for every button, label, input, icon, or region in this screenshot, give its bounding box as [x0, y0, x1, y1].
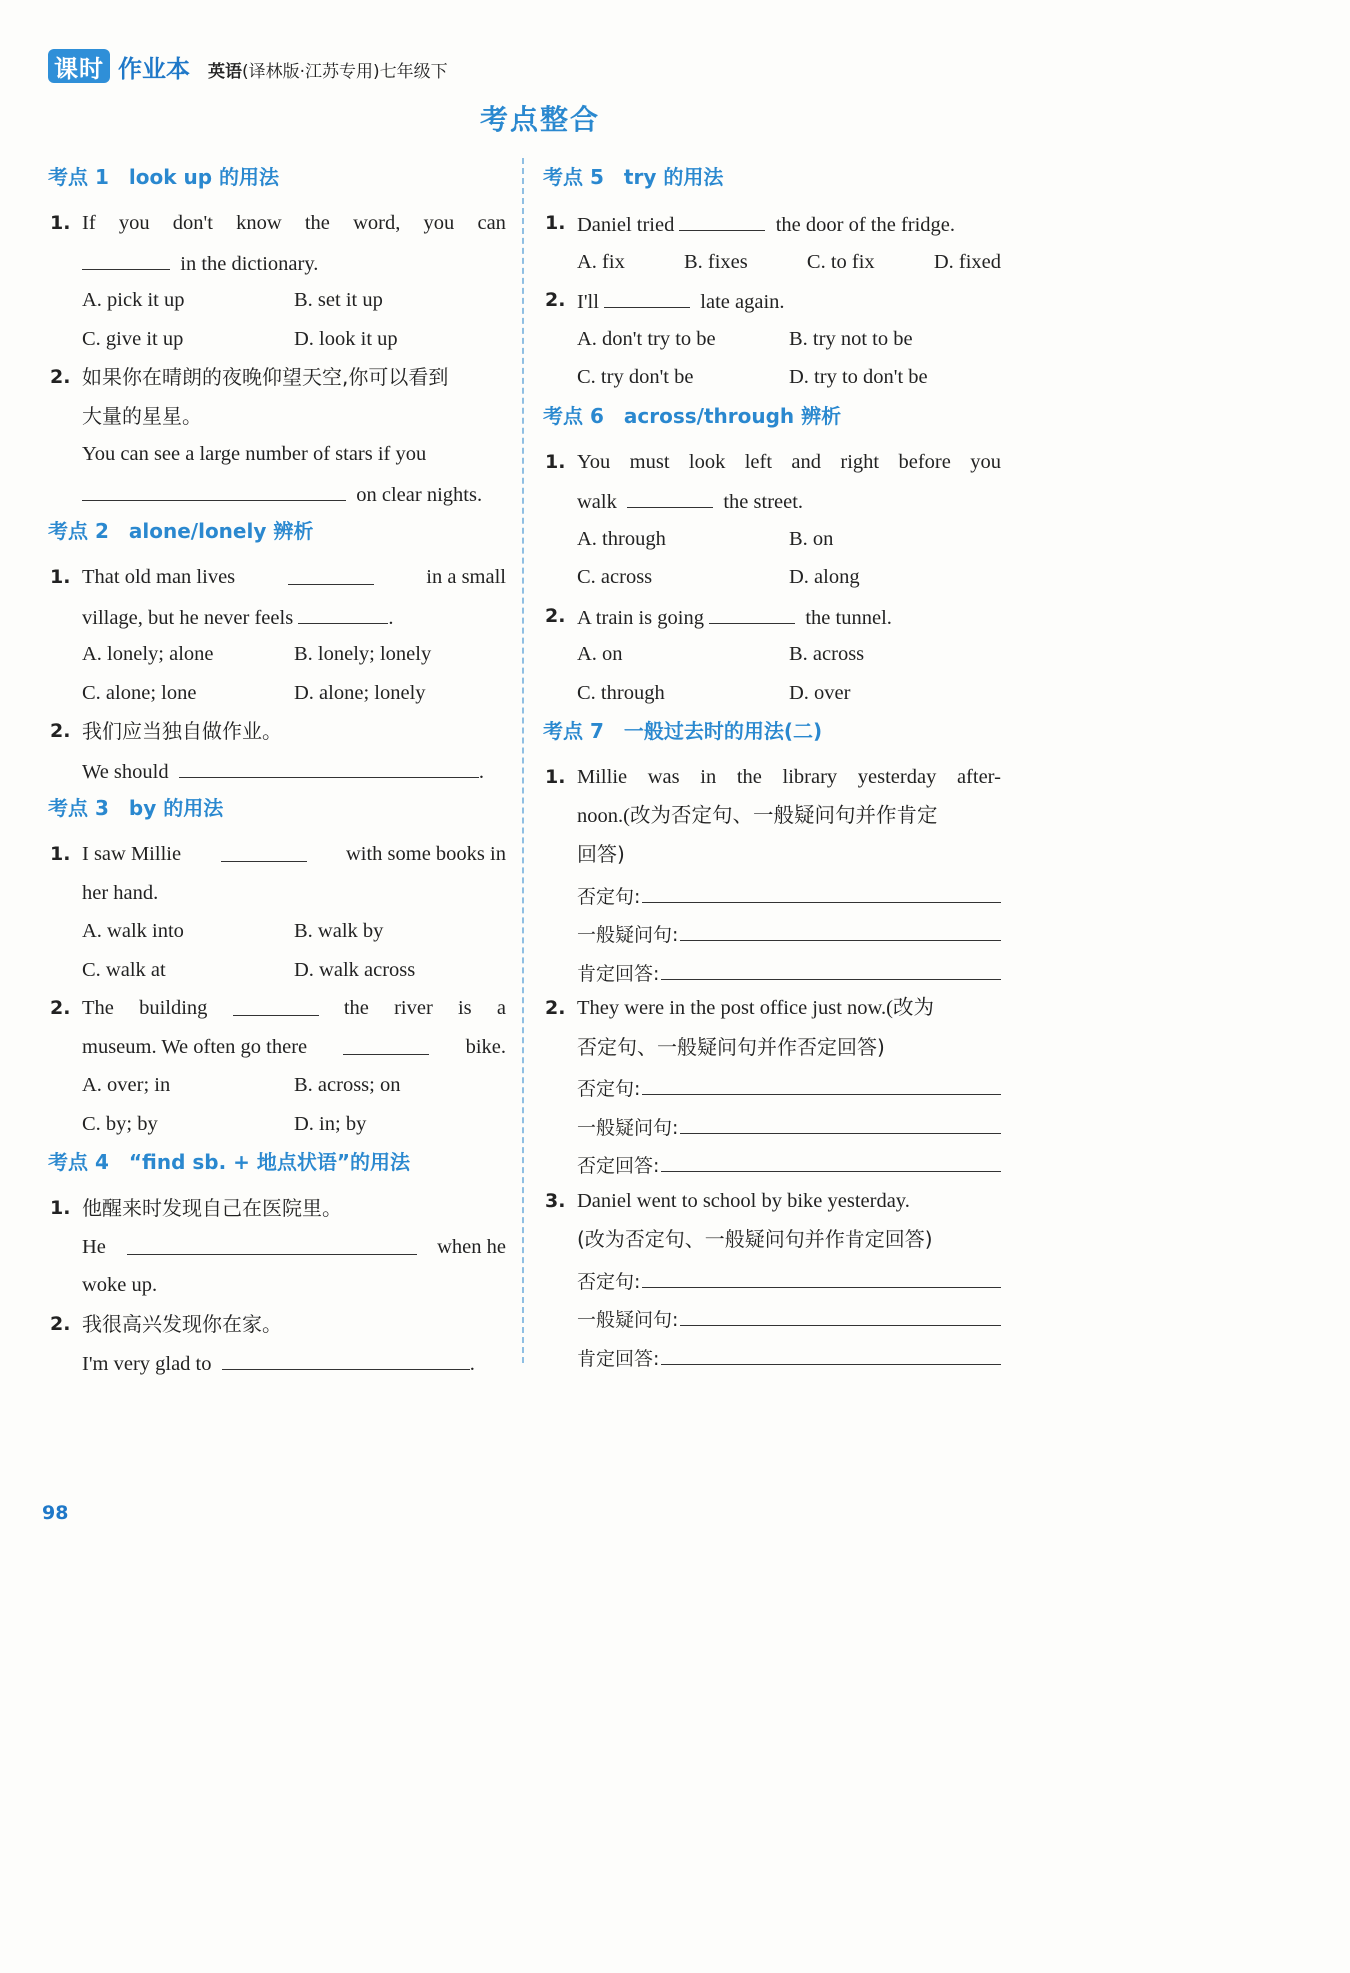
- option-b[interactable]: B. fixes: [683, 250, 748, 273]
- option-c[interactable]: C. through: [577, 681, 665, 704]
- section-heading-1: 考点 1 look up 的用法: [48, 165, 280, 189]
- answer-line[interactable]: [642, 1066, 1001, 1095]
- answer-blank[interactable]: [82, 474, 346, 501]
- answer-blank[interactable]: [82, 243, 170, 270]
- answer-blank[interactable]: [298, 597, 388, 624]
- option-b[interactable]: B. across; on: [294, 1074, 401, 1096]
- answer-blank[interactable]: [127, 1228, 417, 1255]
- option-b[interactable]: B. on: [789, 527, 834, 550]
- option-d[interactable]: D. alone; lonely: [294, 681, 426, 704]
- answer-line[interactable]: [680, 1297, 1001, 1326]
- answer-blank[interactable]: [288, 558, 374, 585]
- question: 2. I'll late again. A. don't try to be B. try not to be C. try don't be D. try to don't be: [543, 281, 1001, 397]
- answer-blank[interactable]: [233, 989, 319, 1016]
- question: 1. 他醒来时发现自己在医院里。 He when he woke up.: [50, 1196, 506, 1296]
- section-heading-4: 考点 4 “find sb. + 地点状语”的用法: [48, 1150, 411, 1174]
- question: 3. Daniel went to school by bike yesterday. (改为否定句、一般疑问句并作肯定回答) 否定句: 一般疑问句: 肯定回答:: [543, 1182, 1001, 1375]
- option-d[interactable]: D. look it up: [294, 327, 398, 350]
- answer-line[interactable]: [680, 1105, 1001, 1134]
- answer-line[interactable]: [680, 912, 1001, 941]
- option-a[interactable]: A. through: [577, 527, 666, 550]
- answer-blank[interactable]: [604, 281, 690, 308]
- subject: 英语: [208, 61, 242, 82]
- option-a[interactable]: A. don't try to be: [577, 327, 716, 350]
- book-info: [208, 57, 448, 82]
- question: 1. That old man lives in a small village, but he never feels . A. lonely; alone B. lonely; lonely C. alone; lone D. alone; lonely: [48, 558, 506, 712]
- section-heading-5: 考点 5 try 的用法: [543, 165, 724, 189]
- option-d[interactable]: D. walk across: [294, 958, 416, 981]
- section-heading-2: 考点 2 alone/lonely 辨析: [48, 519, 314, 543]
- brand-name: 作业本: [118, 54, 190, 83]
- option-d[interactable]: D. along: [789, 566, 860, 588]
- option-c[interactable]: C. across: [577, 566, 653, 588]
- section-heading-7: 考点 7 一般过去时的用法(二): [543, 719, 823, 743]
- section-heading-3: 考点 3 by 的用法: [48, 796, 224, 820]
- option-b[interactable]: B. set it up: [294, 289, 383, 311]
- question: 2. 我很高兴发现你在家。 I'm very glad to .: [50, 1311, 475, 1375]
- question: 2. The building the river is a museum. We often go there bike. A. over; in B. across; on C. by; by D. in; by: [48, 989, 506, 1143]
- option-d[interactable]: D. fixed: [933, 250, 1001, 273]
- brand-logo: 课时: [48, 49, 110, 83]
- left-column: [48, 158, 506, 1382]
- option-b[interactable]: B. try not to be: [789, 327, 913, 350]
- question: 2. 如果你在晴朗的夜晚仰望天空,你可以看到 大量的星星。 You can see a large number of stars if you on clear nights.: [50, 365, 483, 506]
- edition: (译林版·江苏专用)七年级下: [242, 61, 448, 82]
- answer-blank[interactable]: [627, 481, 713, 508]
- option-a[interactable]: A. walk into: [82, 920, 184, 942]
- answer-line[interactable]: [661, 1336, 1001, 1365]
- answer-blank[interactable]: [679, 204, 765, 231]
- option-b[interactable]: B. lonely; lonely: [294, 643, 432, 665]
- option-a[interactable]: A. pick it up: [82, 289, 185, 311]
- question: 1. Millie was in the library yesterday after- noon.(改为否定句、一般疑问句并作肯定 回答) 否定句: 一般疑问句: 肯定回答:: [545, 766, 1001, 985]
- column-divider: [522, 158, 524, 1363]
- option-a[interactable]: A. lonely; alone: [82, 643, 214, 665]
- question: 2. They were in the post office just now.(改为 否定句、一般疑问句并作否定回答) 否定句: 一般疑问句: 否定回答:: [543, 989, 1001, 1182]
- option-c[interactable]: C. try don't be: [577, 366, 694, 388]
- answer-blank[interactable]: [343, 1028, 429, 1055]
- answer-line[interactable]: [661, 951, 1001, 980]
- option-b[interactable]: B. walk by: [294, 920, 384, 942]
- option-a[interactable]: A. on: [577, 643, 623, 665]
- page-title: 考点整合: [479, 103, 600, 136]
- options: [82, 281, 506, 320]
- option-d[interactable]: D. over: [789, 681, 851, 704]
- option-b[interactable]: B. across: [789, 643, 865, 665]
- answer-blank[interactable]: [221, 835, 307, 862]
- question: 1. Daniel tried the door of the fridge. A. fix B. fixes C. to fix D. fixed: [543, 204, 1001, 281]
- page-number: 98: [42, 1502, 69, 1524]
- question: 2. 我们应当独自做作业。 We should .: [50, 719, 484, 783]
- question-text: If you don't know the word, you can: [82, 212, 506, 234]
- answer-line[interactable]: [642, 1259, 1001, 1288]
- option-c[interactable]: C. walk at: [82, 958, 166, 981]
- option-c[interactable]: C. to fix: [806, 250, 875, 273]
- option-a[interactable]: A. fix: [577, 250, 625, 273]
- option-a[interactable]: A. over; in: [82, 1074, 171, 1096]
- question: 2. A train is going the tunnel. A. on B. across C. through D. over: [543, 597, 1001, 713]
- right-column: [543, 158, 1001, 1374]
- option-d[interactable]: D. in; by: [294, 1112, 367, 1135]
- option-c[interactable]: C. alone; lone: [82, 681, 197, 704]
- answer-line[interactable]: [661, 1143, 1001, 1172]
- answer-blank[interactable]: [709, 597, 795, 624]
- options: [82, 320, 506, 359]
- question: 1. You must look left and right before you walk the street. A. through B. on C. across D. along: [543, 443, 1001, 597]
- question: 1. If you don't know the word, you can in the dictionary. A. pick it up B. set it up C. give it up D. look it up: [48, 204, 506, 358]
- answer-line[interactable]: [642, 874, 1001, 903]
- question: 1. I saw Millie with some books in her hand. A. walk into B. walk by C. walk at D. walk across: [48, 835, 506, 989]
- section-heading-6: 考点 6 across/through 辨析: [543, 403, 842, 428]
- option-d[interactable]: D. try to don't be: [789, 366, 928, 388]
- option-c[interactable]: C. give it up: [82, 327, 184, 350]
- answer-blank[interactable]: [222, 1343, 470, 1370]
- option-c[interactable]: C. by; by: [82, 1112, 158, 1135]
- page-header: [48, 44, 448, 88]
- answer-blank[interactable]: [179, 751, 479, 778]
